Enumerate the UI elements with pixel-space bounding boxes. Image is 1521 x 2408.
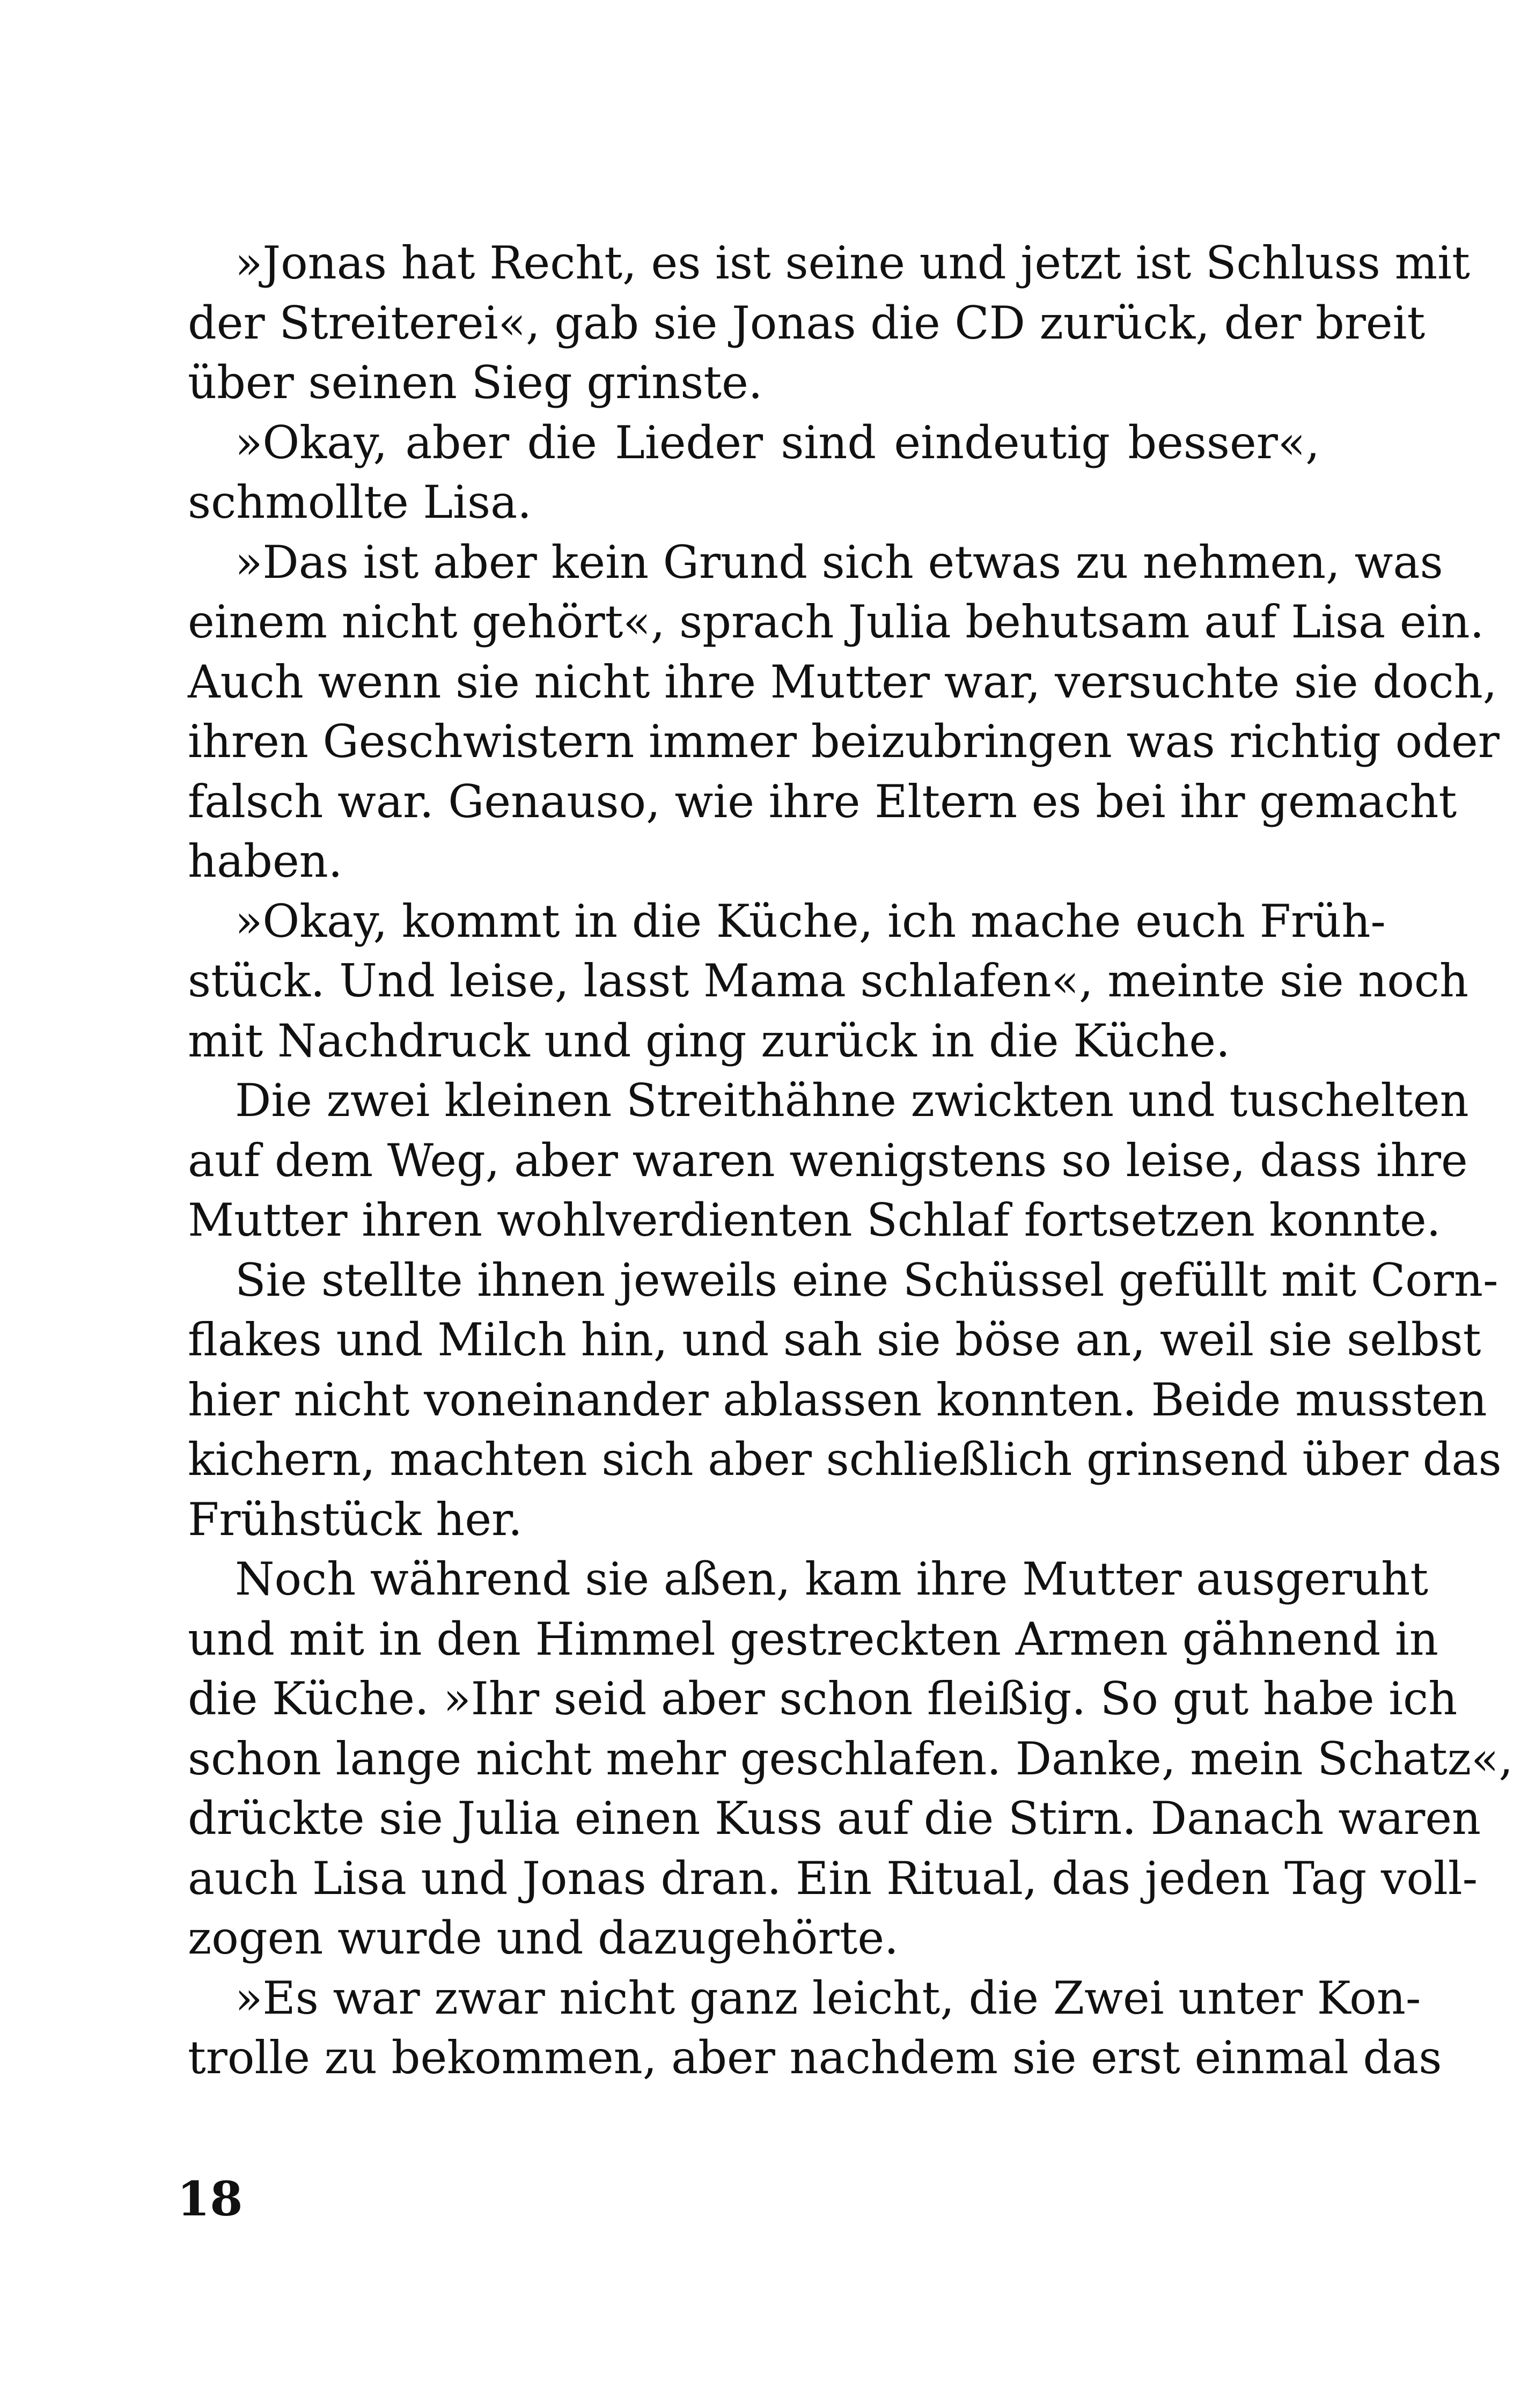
page-number: 18: [177, 2171, 243, 2227]
text-line: kichern, machten sich aber schließlich grinsend über das: [188, 1433, 1502, 1486]
text-line: Sie stellte ihnen jeweils eine Schüssel gefüllt mit Corn-: [235, 1253, 1498, 1306]
text-line: die Küche. »Ihr seid aber schon fleißig. So gut habe ich: [188, 1672, 1458, 1725]
text-line: Mutter ihren wohlverdienten Schlaf fortsetzen konnte.: [188, 1194, 1441, 1246]
text-line: flakes und Milch hin, und sah sie böse an, weil sie selbst: [188, 1313, 1481, 1366]
text-line: ihren Geschwistern immer beizubringen was richtig oder: [188, 715, 1500, 768]
text-line: der Streiterei«, gab sie Jonas die CD zurück, der breit: [188, 296, 1426, 349]
text-line: und mit in den Himmel gestreckten Armen gähnend in: [188, 1612, 1438, 1665]
text-line: Auch wenn sie nicht ihre Mutter war, versuchte sie doch,: [188, 655, 1497, 708]
text-line: über seinen Sieg grinste.: [188, 356, 763, 409]
text-line: mit Nachdruck und ging zurück in die Küche.: [188, 1014, 1230, 1067]
text-line: hier nicht voneinander ablassen konnten. Beide mussten: [188, 1373, 1487, 1426]
text-line: Die zwei kleinen Streithähne zwickten und tuschelten: [235, 1074, 1469, 1127]
text-line: auch Lisa und Jonas dran. Ein Ritual, das jeden Tag voll-: [188, 1852, 1478, 1905]
text-line: zogen wurde und dazugehörte.: [188, 1912, 899, 1964]
text-line: schon lange nicht mehr geschlafen. Danke, mein Schatz«,: [188, 1732, 1513, 1785]
text-line: »Es war zwar nicht ganz leicht, die Zwei unter Kon-: [235, 1971, 1421, 2024]
text-line: einem nicht gehört«, sprach Julia behutsam auf Lisa ein.: [188, 596, 1485, 648]
text-line: Noch während sie aßen, kam ihre Mutter ausgeruht: [235, 1553, 1429, 1605]
text-line: »Jonas hat Recht, es ist seine und jetzt ist Schluss mit: [235, 237, 1470, 289]
text-line: »Das ist aber kein Grund sich etwas zu nehmen, was: [235, 535, 1443, 589]
body-text: [188, 233, 1513, 2088]
text-line: »Okay, aber die Lieder sind eindeutig besser«,: [235, 416, 1320, 469]
text-line: haben.: [188, 835, 343, 887]
text-line: Frühstück her.: [188, 1493, 523, 1546]
text-line: trolle zu bekommen, aber nachdem sie erst einmal das: [188, 2031, 1442, 2084]
text-line: schmollte Lisa.: [188, 476, 532, 528]
text-line: auf dem Weg, aber waren wenigstens so leise, dass ihre: [188, 1134, 1468, 1187]
text-line: stück. Und leise, lasst Mama schlafen«, meinte sie noch: [188, 955, 1469, 1007]
text-line: »Okay, kommt in die Küche, ich mache euch Früh-: [235, 894, 1386, 948]
text-line: drückte sie Julia einen Kuss auf die Stirn. Danach waren: [188, 1792, 1481, 1845]
text-line: falsch war. Genauso, wie ihre Eltern es bei ihr gemacht: [188, 775, 1457, 828]
